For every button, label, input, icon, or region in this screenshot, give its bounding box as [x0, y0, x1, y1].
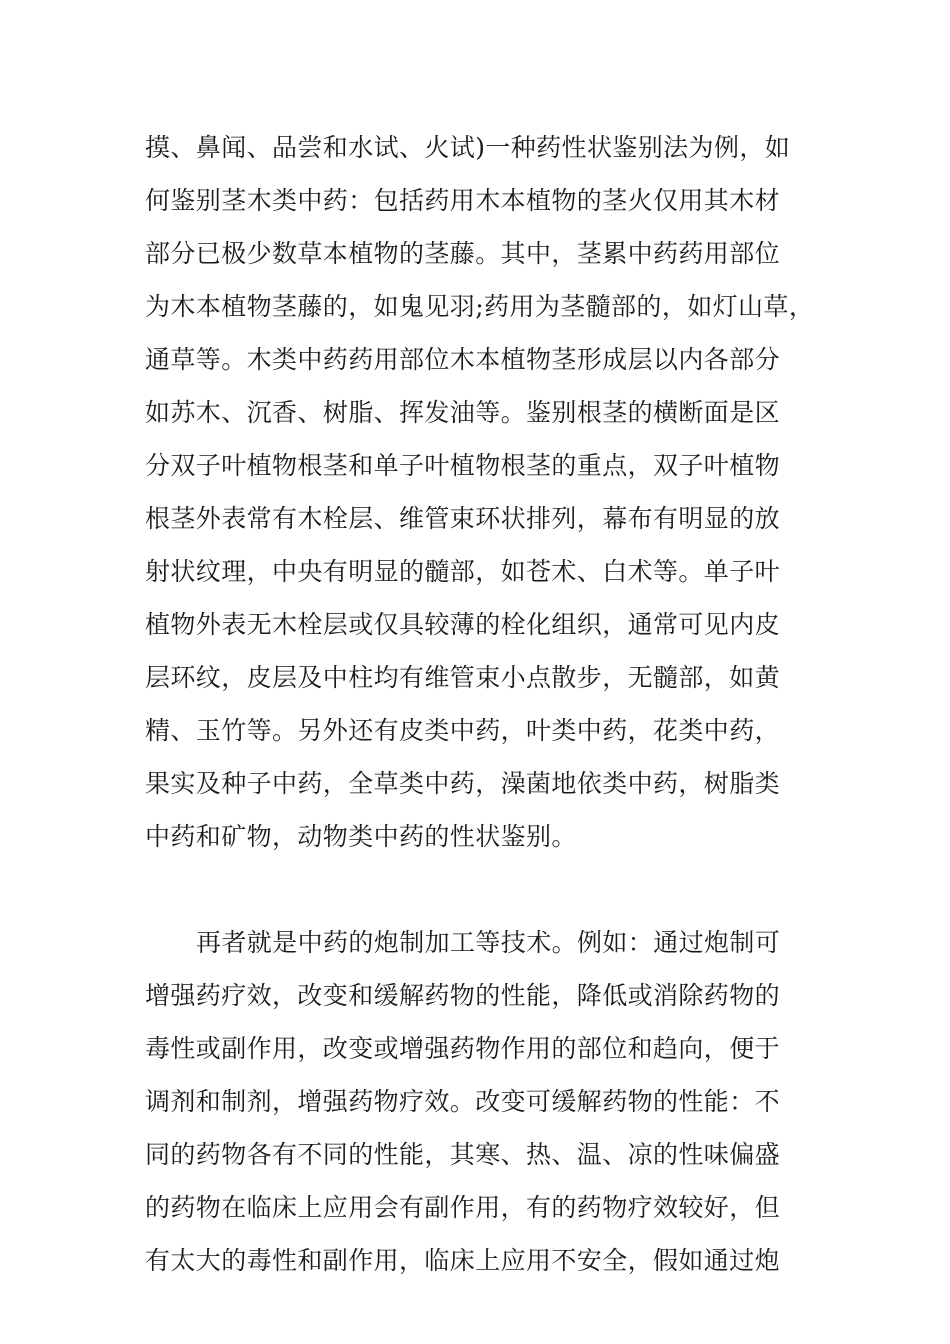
text-line: 射状纹理，中央有明显的髓部，如苍术、白术等。单子叶: [145, 557, 781, 586]
text-line: 层环纹，皮层及中柱均有维管束小点散步，无髓部，如黄: [145, 663, 781, 692]
text-line: 同的药物各有不同的性能，其寒、热、温、凉的性味偏盛: [145, 1140, 781, 1169]
text-line: 通草等。木类中药药用部位木本植物茎形成层以内各部分: [145, 345, 781, 374]
text-line: 果实及种子中药，全草类中药，澡菌地依类中药，树脂类: [145, 769, 781, 798]
text-line: 摸、鼻闻、品尝和水试、火试)一种药性状鉴别法为例，如: [145, 133, 791, 162]
text-line: 如苏木、沉香、树脂、挥发油等。鉴别根茎的横断面是区: [145, 398, 781, 427]
text-line: 毒性或副作用，改变或增强药物作用的部位和趋向，便于: [145, 1034, 781, 1063]
text-line: 为木本植物茎藤的，如鬼见羽;药用为茎髓部的，如灯山草，: [145, 292, 815, 321]
text-line: 部分已极少数草本植物的茎藤。其中，茎累中药药用部位: [145, 239, 781, 268]
text-line: 何鉴别茎木类中药：包括药用木本植物的茎火仅用其木材: [145, 186, 781, 215]
text-line: 再者就是中药的炮制加工等技术。例如：通过炮制可: [196, 928, 781, 957]
text-line: 根茎外表常有木栓层、维管束环状排列，幕布有明显的放: [145, 504, 781, 533]
text-line: 调剂和制剂，增强药物疗效。改变可缓解药物的性能：不: [145, 1087, 781, 1116]
text-line: 植物外表无木栓层或仅具较薄的栓化组织，通常可见内皮: [145, 610, 781, 639]
text-line: 分双子叶植物根茎和单子叶植物根茎的重点，双子叶植物: [145, 451, 781, 480]
text-line: 增强药疗效，改变和缓解药物的性能，降低或消除药物的: [145, 981, 781, 1010]
text-line: 的药物在临床上应用会有副作用，有的药物疗效较好，但: [145, 1193, 781, 1222]
text-line: 有太大的毒性和副作用，临床上应用不安全，假如通过炮: [145, 1246, 781, 1275]
text-line: 中药和矿物，动物类中药的性状鉴别。: [145, 822, 577, 851]
text-line: 精、玉竹等。另外还有皮类中药，叶类中药，花类中药，: [145, 716, 781, 745]
